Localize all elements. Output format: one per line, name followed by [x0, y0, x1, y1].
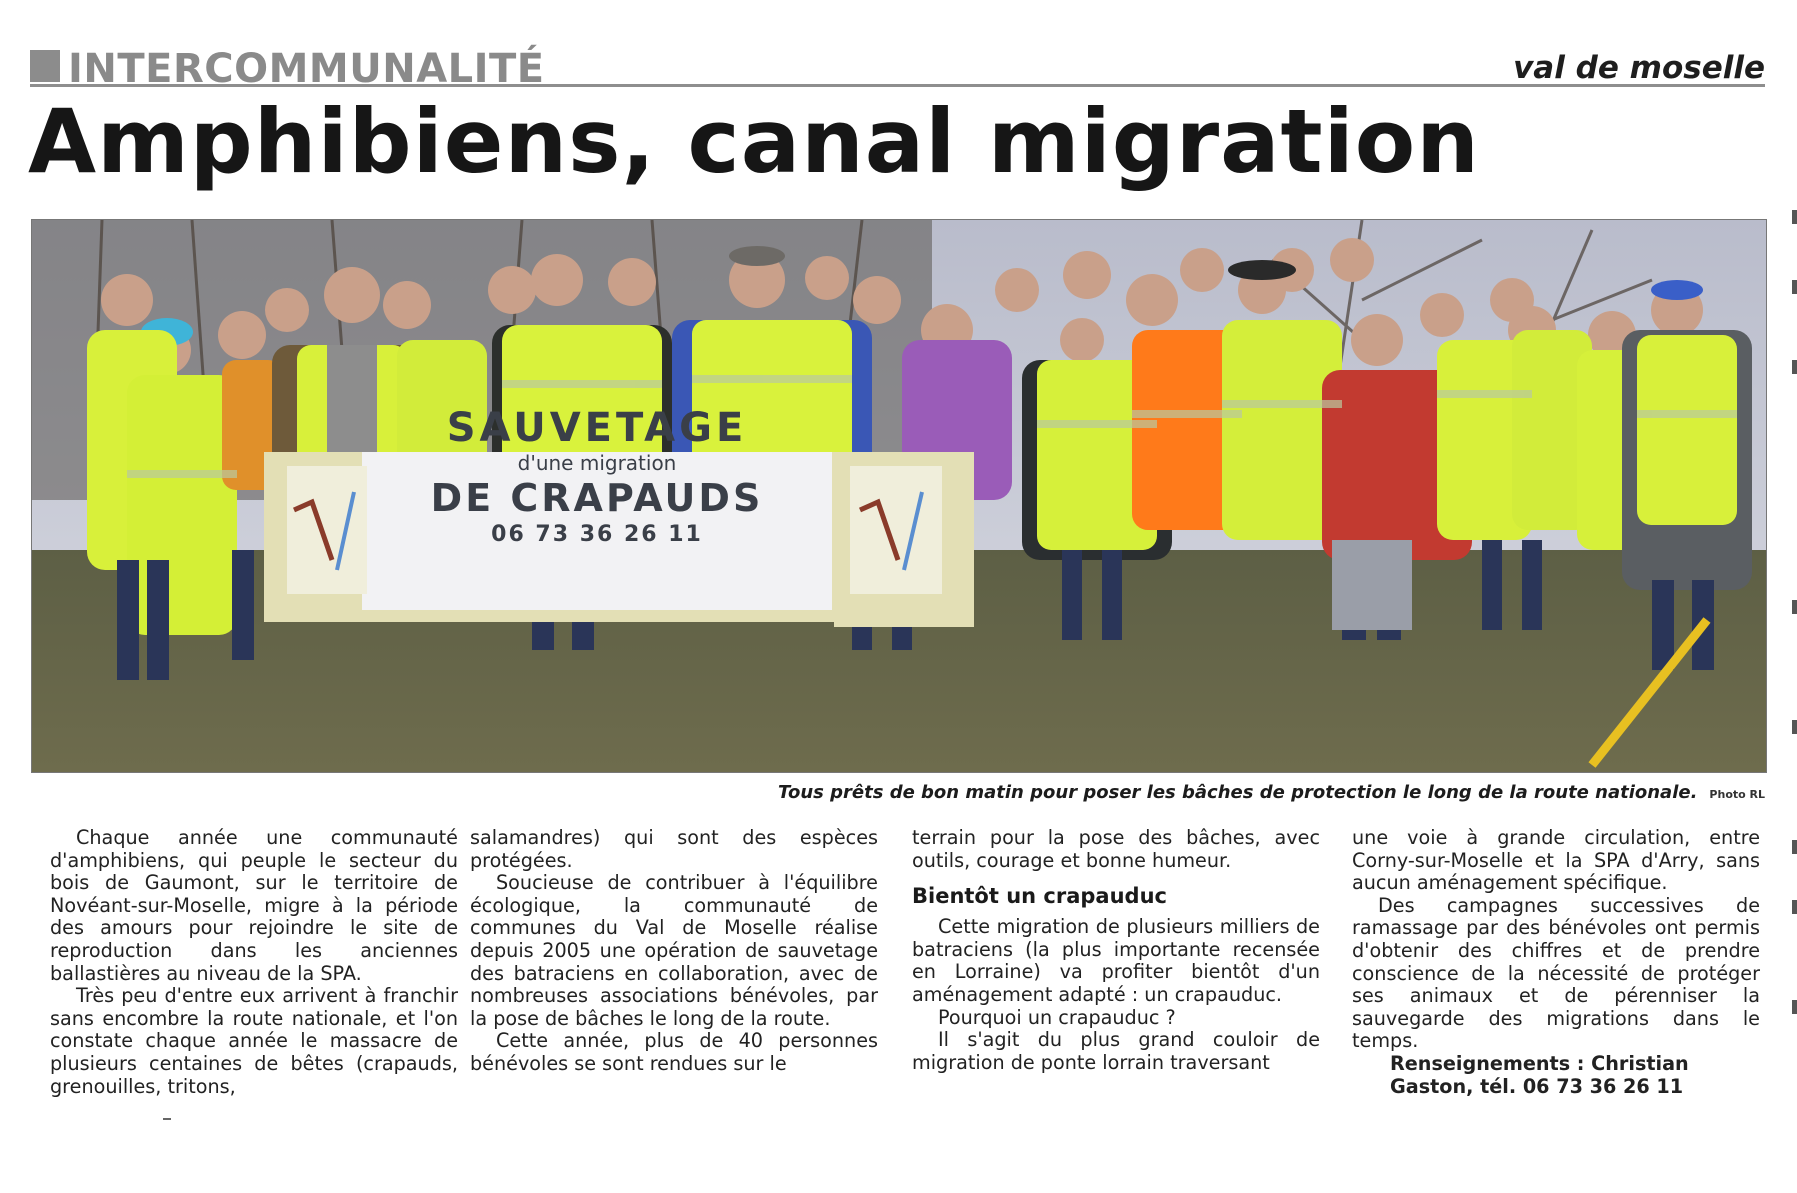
banner-line-2: d'une migration	[517, 451, 677, 475]
banner-phone: 06 73 36 26 11	[491, 522, 703, 547]
contact-info: Renseignements : Christian Gaston, tél. 06 73 36 26 11	[1390, 1051, 1689, 1098]
article-photo	[31, 219, 1767, 773]
paragraph: Très peu d'entre eux arrivent à franchir sans encombre la route nationale, et l'on constate chaque année le massacre de plusieurs centaines de bêtes (crapauds, grenouilles, tritons,	[50, 984, 458, 1098]
stray-mark	[163, 1118, 171, 1120]
paragraph: Cette année, plus de 40 personnes bénévoles se sont rendues sur le	[470, 1029, 878, 1075]
kicker-label: INTERCOMMUNALITÉ	[68, 46, 545, 92]
photo-caption	[778, 782, 1765, 803]
section-name: val de moselle	[1513, 50, 1765, 86]
kicker-block-icon	[30, 50, 60, 82]
paragraph: Pourquoi un crapauduc ?	[938, 1005, 1176, 1029]
subheading: Bientôt un crapauduc	[912, 884, 1167, 909]
paragraph: une voie à grande circulation, entre Corny-sur-Moselle et la SPA d'Arry, sans aucun aménagement spécifique.	[1352, 826, 1760, 895]
group-photo-illustration	[32, 220, 1766, 772]
photo-credit: Photo RL	[1709, 788, 1765, 801]
paragraph: Soucieuse de contribuer à l'équilibre écologique, la communauté de communes du Val de Moselle réalise depuis 2005 une opération de sauvetage des batraciens en collaboration, avec de nombreuses associations bénévoles, par la pose de bâches le long de la route.	[470, 871, 878, 1030]
paragraph: salamandres) qui sont des espèces protégées.	[470, 826, 878, 872]
article-column-3	[912, 827, 1320, 1074]
paragraph: Des campagnes successives de ramassage par des bénévoles ont permis d'obtenir des chiffres et de prendre conscience de la nécessité de protéger ses animaux et de pérenniser la sauvegarde des migrations dans le temps.	[1352, 893, 1760, 1053]
headline: Amphibiens, canal migration	[28, 90, 1480, 193]
paragraph: terrain pour la pose des bâches, avec outils, courage et bonne humeur.	[912, 826, 1320, 872]
article-column-4	[1352, 827, 1760, 1098]
article-column-2	[470, 827, 878, 1076]
banner-text	[362, 406, 832, 550]
page-edge-marks	[1791, 200, 1797, 1100]
paragraph: Cette migration de plusieurs milliers de batraciens (la plus importante recensée en Lorraine) va profiter bientôt d'un aménagement adapté : un crapauduc.	[912, 915, 1320, 1006]
paragraph: Il s'agit du plus grand couloir de migration de ponte lorrain traversant	[912, 1028, 1320, 1074]
caption-text: Tous prêts de bon matin pour poser les bâches de protection le long de la route nationale.	[778, 782, 1698, 803]
section-header	[30, 46, 1765, 92]
banner-line-3: DE CRAPAUDS	[430, 476, 764, 520]
paragraph: Chaque année une communauté d'amphibiens, qui peuple le secteur du bois de Gaumont, sur le territoire de Novéant-sur-Moselle, migre à la période des amours pour rejoindre le site de reproduction dans les anciennes ballastières au niveau de la SPA.	[50, 826, 458, 985]
banner-line-1: SAUVETAGE	[446, 405, 748, 451]
article-column-1	[50, 827, 458, 1098]
